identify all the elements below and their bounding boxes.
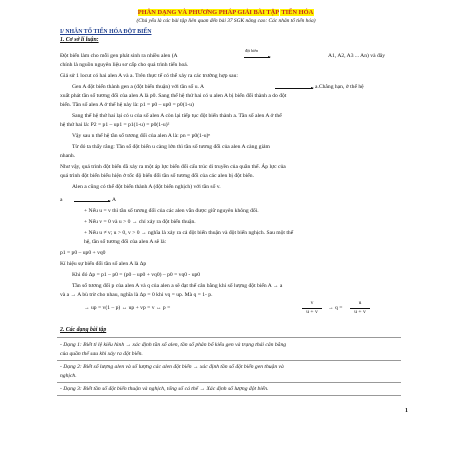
arrow-label: đột biến [245,48,258,53]
text-line: Vậy sau n thế hệ tần số tương đối của alen A là: pn = p0(1-u)ⁿ [72,133,211,139]
fraction-2-numerator: u [358,300,362,306]
text-line: Như vậy, quá trình đột biến đã xảy ra một áp lực biến đổi cấu trúc di truyền của quần thể. Áp lực của [60,164,286,170]
exercise-type-2-cont: nghịch. [60,373,77,379]
document-title [0,9,452,17]
text-line: xuất phát tần số tương đối của alen A là p0. Sang thế hệ thứ hai có u alen A bị biến đổi thành a do đột [60,93,287,99]
fraction-1-denominator: u + v [306,309,318,315]
text-line: hệ thứ hai là: P2 = p1 – up1 = p1(1-u) = p0(1-u)² [60,122,170,128]
allele-a: a [60,197,63,203]
exercise-type-1-cont: của quần thể sau khi xảy ra đột biến. [60,351,143,357]
equilibrium-formula: → up = v(1 – p) ↔ up + vp = v ↔ p = [84,305,171,311]
text-line: + Nếu u ≠ v; u > 0, v > 0 → nghĩa là xảy ra cả đột biến thuận và đột biến nghịch. Sau một thế [84,230,294,236]
text-line: nhanh. [60,153,76,159]
q-formula: → q = [328,305,343,311]
text-line: a.Chẳng hạn, ở thế hệ [315,84,364,90]
mutation-arrow [244,57,270,58]
exercise-type-1: - Dạng 1: Biết tỉ lệ kiểu hình → xác định tần số alen, tần số phân bố kiểu gen và trạng thái cân bằng [60,342,287,348]
divider [57,395,401,396]
text-line: p1 = p0 – up0 + vq0 [60,250,106,256]
text-line: Alen a cũng có thể đột biến thành A (đột biến nghịch) với tần số v. [72,184,221,190]
document-subtitle: (Chủ yếu là các bài tập liên quan đến bài 37 SGK nâng cao: Các nhân tố tiến hóa) [136,18,316,24]
subsection-exercise-types: 2. Các dạng bài tập [60,327,107,333]
text-line: Gen A đột biến thành gen a (đột biến thuận) với tần số u. A [72,84,205,90]
forward-mutation-arrow [275,88,313,89]
fraction-1-numerator: v [310,300,314,306]
text-line: + Nếu v = 0 và u > 0 → chỉ xảy ra đột biến thuận. [84,219,196,225]
fraction-2-denominator: u + v [354,309,366,315]
text-line: Khi đó Δp = p1 – p0 = (p0 – up0 + vq0) – p0 = vq0 - up0 [72,272,201,278]
exercise-type-3: - Dạng 3: Biết tần số đột biến thuận và nghịch, tổng số cá thể → Xác định số lượng đột biến. [60,386,269,392]
divider [57,337,401,338]
text-line: + Nếu u = v thì tần số tương đối của các alen vẫn được giữ nguyên không đổi. [84,208,259,214]
text-line: Tần số tương đối p của alen A và q của alen a sẽ đạt thế cân bằng khi số lượng đột biến A → a [72,283,283,289]
text-line: biến. Tần số alen A ở thế hệ này là: p1 = p0 – up0 = p0(1-u) [60,102,194,108]
page-number: 1 [405,408,408,414]
text-line: Giả sử 1 locut có hai alen A và a. Trên thực tế có thể xảy ra các trường hợp sau: [60,73,238,79]
subsection-theory: 1. Cơ sở lí luận: [60,37,99,43]
allele-A: A [112,197,117,203]
reverse-mutation-arrow [74,201,110,202]
title-prefix: PHÂN DẠNG VÀ PHƯƠNG PHÁP GIẢI BÀI TẬP [137,9,279,16]
text-line: quá trình đột biến biểu hiện ở tốc độ biến đổi tần số tương đối của các alen bị đột biến. [60,173,254,179]
text-line: hệ, tần số tương đối của alen A sẽ là: [84,239,167,245]
divider [57,360,401,361]
section-heading-mutation: I/ NHÂN TỐ TIẾN HÓA ĐỘT BIẾN [60,29,152,35]
text-line: chính là nguồn nguyên liệu sơ cấp cho quá trình tiến hoá. [60,62,189,68]
text-line: Từ đó ta thấy rằng: Tần số đột biến u càng lớn thì tần số tương đối của alen A càng giảm [72,144,270,150]
text-line: A1, A2, A3 ... An) và đây [328,53,386,59]
divider [57,382,401,383]
exercise-type-2: - Dạng 2: Biết số lượng alen và số lượng các alen đột biến → xác định tần số đột biến gen thuận và [60,364,284,370]
text-line: Đột biến làm cho mỗi gen phát sinh ra nhiều alen (A [60,53,178,59]
title-highlight: TIẾN HÓA [281,9,314,16]
text-line: và a → A bù trừ cho nhau, nghĩa là Δp = 0 khi vq = up. Mà q = 1- p. [60,292,213,298]
text-line: Sang thế hệ thứ hai lại có u của số alen A còn lại tiếp tục đột biến thành a. Tần số alen A ở thế [72,113,282,119]
text-line: Kí hiệu sự biến đổi tần số alen A là Δp [60,261,147,267]
